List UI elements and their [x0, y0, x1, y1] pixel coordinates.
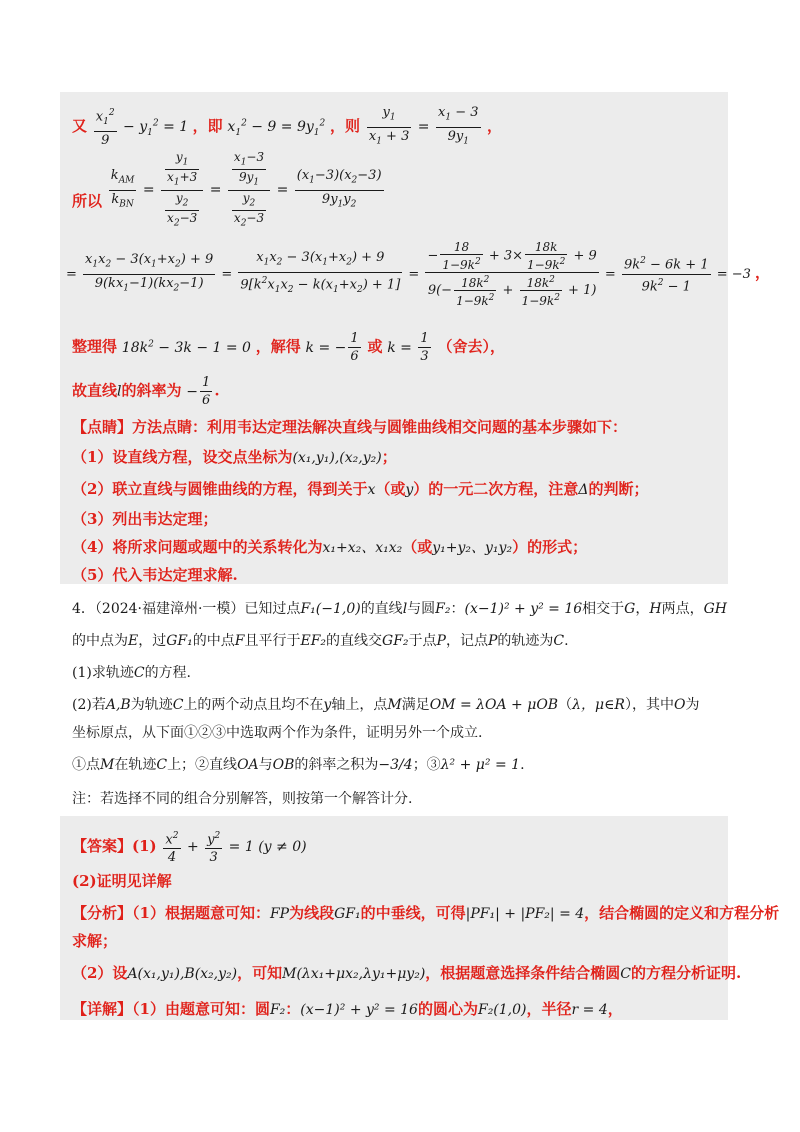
note-step-5: （5）代入韦达定理求解.	[72, 566, 238, 584]
analysis-line-2: （2）设A(x₁,y₁),B(x₂,y₂)，可知M(λx₁+μx₂,λy₁+μy₂)，根据题意选择条件结合椭圆C的方程分析证明.	[72, 964, 742, 982]
note-step-2: （2）联立直线与圆锥曲线的方程，得到关于x（或y）的一元二次方程，注意Δ的判断；	[72, 480, 649, 498]
slope-ratio-eq: $\frac{k_{AM}}{k_{BN}}$ = $\frac{\frac{y_1}{x_1+3}}{\frac{y_2}{x_2-3}}$ = $\frac{\frac{x_1-3}{9y_1}}{\frac{y_2}{x_2-3}}$ = $\frac{(x_1-3)(x_2-3)}{9y_1y_2}$	[110, 150, 382, 229]
problem-line-2: 的中点为E，过GF₁的中点F且平行于EF₂的直线交GF₂于点P，记点P的轨迹为C.	[72, 633, 569, 649]
problem-conditions: ①点M在轨迹C上；②直线OA与OB的斜率之积为−3/4；③λ² + μ² = 1.	[72, 757, 525, 773]
detail-line-1: 【详解】（1）由题意可知：圆F₂：(x−1)² + y² = 16的圆心为F₂(1,0)，半径r = 4，	[72, 1000, 623, 1018]
note-header: 【点睛】方法点睛：利用韦达定理法解决直线与圆锥曲线相交问题的基本步骤如下：	[72, 418, 628, 436]
sol-line-1: 又 $\frac{x_1^2}{9}$ − $y_1^2 = 1$ ，即 $x_1^2 - 9 = 9y_1^2$ ，则 $\frac{y_1}{x_1 + 3}$ = $\frac{x_1 - 3}{9y_1}$ ，	[72, 105, 502, 149]
note-step-1: （1）设直线方程，设交点坐标为(x₁,y₁),(x₂,y₂)；	[72, 448, 397, 466]
problem-question-2-cont: 坐标原点，从下面①②③中选取两个作为条件，证明另外一个成立.	[72, 725, 483, 741]
problem-line-1: 4．（2024·福建漳州·一模）已知过点F₁(−1,0)的直线l与圆F₂：(x−1)² + y² = 16相交于G，H两点，GH	[72, 601, 727, 617]
answer-line: 【答案】(1) $\frac{x^2}{4}$ + $\frac{y^2}{3}$ = 1 (y ≠ 0)	[72, 828, 307, 866]
sol-line-5: 故直线l的斜率为 − $\frac{1}{6}$ .	[72, 375, 220, 408]
sol-line-3: = $\frac{x_1x_2 - 3(x_1+x_2) + 9}{9(kx_1-1)(kx_2-1)}$ = $\frac{x_1x_2 - 3(x_1+x_2) + 9}{9[k^2x_1x_2 - k(x_1+x_2) + 1]}$ = − $\frac{18}{1-9k^2}$ + 3× $\frac{18k}{1-9k^2}$ + 9 9(− $\frac{18k^2}{1-9k^2}$ + $\frac{18k^2}{1-9k^2}$ + 1) = $\frac{9k^2 - 6k + 1}{9k^2 - 1}$ = −3 ，	[66, 240, 771, 308]
vieta-substitution-eq: = $\frac{x_1x_2 - 3(x_1+x_2) + 9}{9(kx_1-1)(kx_2-1)}$ = $\frac{x_1x_2 - 3(x_1+x_2) + 9}{9[k^2x_1x_2 - k(x_1+x_2) + 1]}$ = − $\frac{18}{1-9k^2}$ + 3× $\frac{18k}{1-9k^2}$ + 9 9(− $\frac{18k^2}{1-9k^2}$ + $\frac{18k^2}{1-9k^2}$ + 1) = $\frac{9k^2 - 6k + 1}{9k^2 - 1}$ = −3	[66, 240, 756, 308]
sol-line-2: 所以 $\frac{k_{AM}}{k_{BN}}$ = $\frac{\frac{y_1}{x_1+3}}{\frac{y_2}{x_2-3}}$ = $\frac{\frac{x_1-3}{9y_1}}{\frac{y_2}{x_2-3}}$ = $\frac{(x_1-3)(x_2-3)}{9y_1y_2}$	[72, 150, 386, 231]
answer-part-2: (2)证明见详解	[72, 872, 172, 890]
hyperbola-eq: $\frac{x_1^2}{9}$ − $y_1^2 = 1$	[92, 119, 193, 135]
sol-line-4: 整理得 $18k^2 - 3k - 1 = 0$ ，解得 k = − $\frac{1}{6}$ 或 k = $\frac{1}{3}$ （舍去），	[72, 331, 505, 364]
problem-question-2: (2)若A,B为轨迹C上的两个动点且均不在y轴上，点M满足OM = λOA + μOB（λ，μ∈R），其中O为	[72, 697, 700, 713]
problem-note: 注：若选择不同的组合分别解答，则按第一个解答计分.	[72, 791, 413, 807]
note-step-3: （3）列出韦达定理；	[72, 510, 218, 528]
note-step-4: （4）将所求问题或题中的关系转化为x₁+x₂、x₁x₂（或y₁+y₂、y₁y₂）的形式；	[72, 538, 588, 556]
analysis-line-1-cont: 求解；	[72, 932, 118, 950]
problem-question-1: (1)求轨迹C的方程.	[72, 665, 192, 681]
analysis-line-1: 【分析】（1）根据题意可知：FP为线段GF₁的中垂线，可得|PF₁| + |PF₂| = 4，结合椭圆的定义和方程分析	[72, 904, 780, 922]
